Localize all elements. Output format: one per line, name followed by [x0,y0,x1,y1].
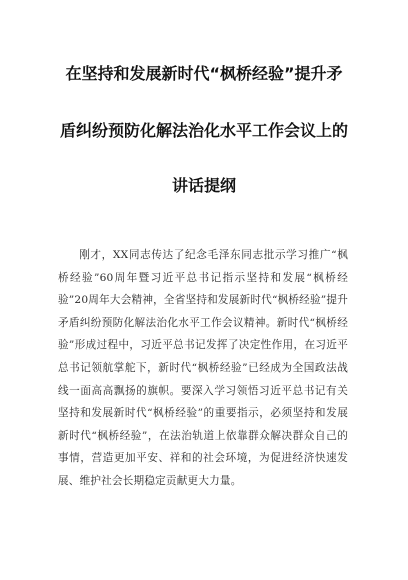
body-paragraph: 刚才，XX同志传达了纪念毛泽东同志批示学习推广“枫桥经验”60周年暨习近平总书记指示坚持和发展“枫桥经验”20周年大会精神，全省坚持和发展新时代“枫桥经验”提升矛盾纠纷预防化解法治化水平工作会议精神。新时代“枫桥经验”形成过程中，习近平总书记发挥了决定性作用，在习近平总书记领航掌舵下，新时代“枫桥经验”已经成为全国政法战线一面高高飘扬的旗帜。要深入学习领悟习近平总书记有关坚持和发展新时代“枫桥经验”的重要指示，必须坚持和发展新时代“枫桥经验”，在法治轨道上依靠群众解决群众自己的事情，营造更加平安、祥和的社会环境，为促进经济快速发展、维护社会长期稳定贡献更大力量。 [58,249,348,487]
title-line-3: 讲话提纲 [171,176,236,195]
title-line-2: 盾纠纷预防化解法治化水平工作会议上的 [59,121,348,140]
title-line-1: 在坚持和发展新时代“枫桥经验”提升矛 [65,64,343,83]
